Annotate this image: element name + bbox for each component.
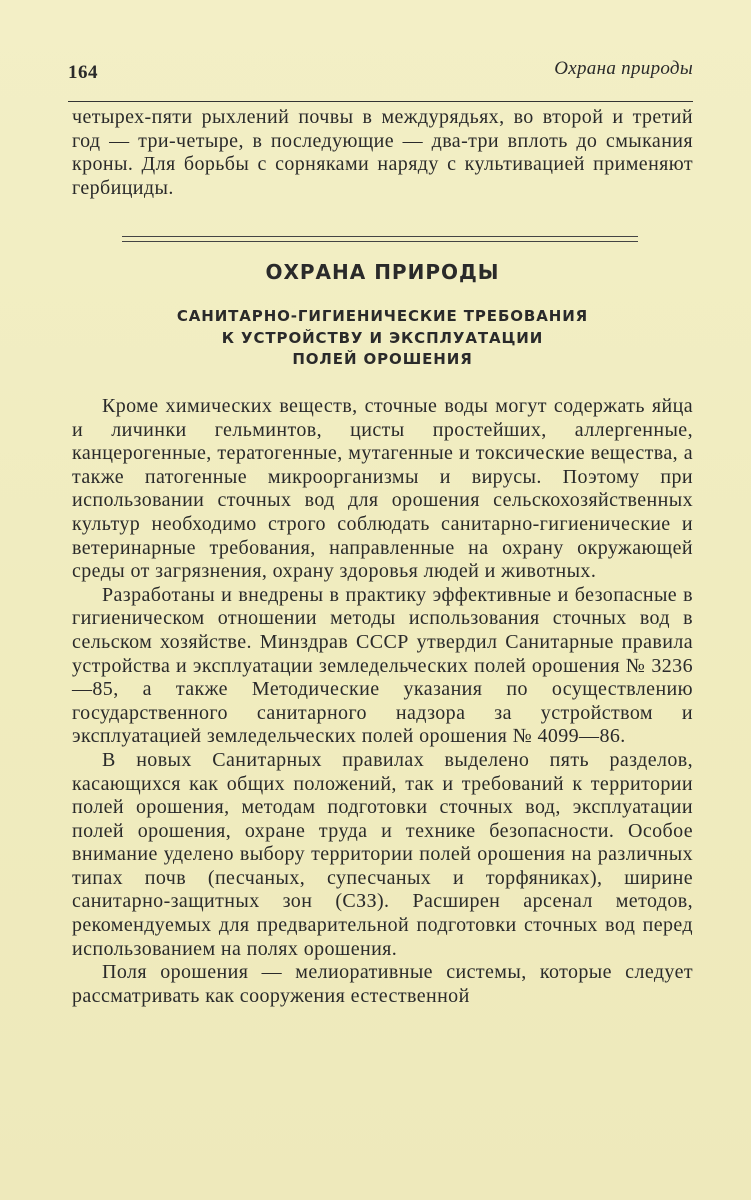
page-header bbox=[68, 58, 693, 88]
main-text bbox=[72, 395, 693, 1008]
subsection-title-line: ПОЛЕЙ ОРОШЕНИЯ bbox=[292, 350, 473, 368]
page-number: 164 bbox=[68, 62, 98, 83]
section-divider bbox=[122, 236, 638, 242]
paragraph: Разработаны и внедрены в практику эффективные и безопасные в гигиеническом отношении методы использования сточных вод в сельском хозяйстве. Минздрав СССР утвердил Санитарные правила устройства и эксплуатации земледельческих полей орошения № 3236—85, а также Методические указания по осуществлению государственного санитарного надзора за устройством и эксплуатацией земледельческих полей орошения № 4099—86. bbox=[72, 583, 693, 748]
continuation-paragraph: четырех-пяти рыхлений почвы в междурядьях, во второй и третий год — три-четыре, в последующие — два-три вплоть до смыкания кроны. Для борьбы с сорняками наряду с культивацией применяют гербициды. bbox=[72, 106, 693, 199]
subsection-title bbox=[72, 306, 693, 371]
paragraph: Кроме химических веществ, сточные воды могут содержать яйца и личинки гельминтов, цисты простейших, аллергенные, канцерогенные, тератогенные, мутагенные и токсические вещества, а также патогенные микроорганизмы и вирусы. Поэтому при использовании сточных вод для орошения сельскохозяйственных культур необходимо строго соблюдать санитарно-гигиенические и ветеринарные требования, направленные на охрану окружающей среды от загрязнения, охрану здоровья людей и животных. bbox=[72, 395, 693, 583]
section-title: ОХРАНА ПРИРОДЫ bbox=[265, 260, 500, 284]
subsection-title-line: САНИТАРНО-ГИГИЕНИЧЕСКИЕ ТРЕБОВАНИЯ bbox=[176, 307, 589, 325]
paragraph: В новых Санитарных правилах выделено пять разделов, касающихся как общих положений, так и требований к территории полей орошения, методам подготовки сточных вод, эксплуатации полей орошения, охране труда и технике безопасности. Особое внимание уделено выбору территории полей орошения на различных типах почв (песчаных, супесчаных и торфяниках), ширине санитарно-защитных зон (СЗЗ). Расширен арсенал методов, рекомендуемых для предварительной подготовки сточных вод перед использованием на полях орошения. bbox=[72, 748, 693, 960]
paragraph: Поля орошения — мелиоративные системы, которые следует рассматривать как сооружения естественной bbox=[72, 961, 693, 1007]
subsection-title-line: К УСТРОЙСТВУ И ЭКСПЛУАТАЦИИ bbox=[221, 328, 544, 347]
header-rule bbox=[68, 101, 693, 102]
running-head: Охрана природы bbox=[554, 58, 693, 79]
